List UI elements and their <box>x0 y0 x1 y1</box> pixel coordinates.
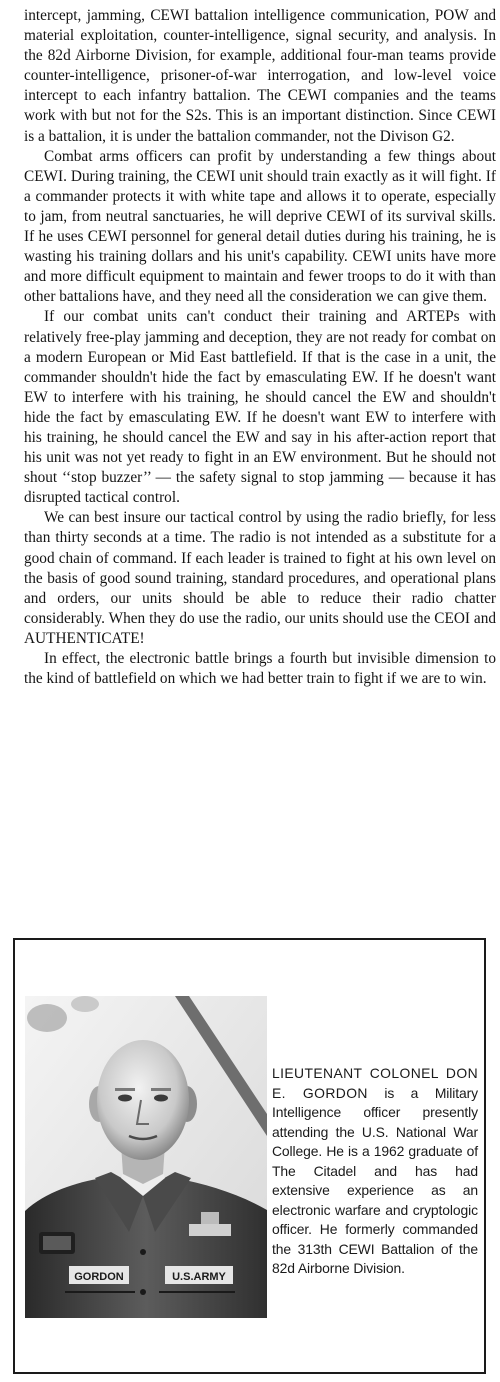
article-body <box>24 6 496 689</box>
author-bio-box <box>13 938 486 1374</box>
article-paragraph-2: Combat arms officers can profit by understanding a few things about CEWI. During training, the CEWI unit should train exactly as it will fight. If a commander protects it with white tape and allows it to operate, especially to jam, from neutral sanctuaries, he will deprive CEWI of its survival skills. If he uses CEWI personnel for general detail duties during his training, he is wasting his training dollars and his unit's capability. CEWI units have more and more difficult equipment to maintain and fewer troops to do it with than other battalions have, and they need all the consideration we can give them. <box>24 147 496 306</box>
author-description: is a Military Intelligence officer presently attending the U.S. National War College. He is a 1962 graduate of The Citadel and has had extensive experience as an electronic warfare and cryptologic officer. He formerly commanded the 313th CEWI Battalion of the 82d Airborne Division. <box>272 1084 479 1276</box>
service-tape-text: U.S.ARMY <box>172 1271 226 1283</box>
name-tape-text: GORDON <box>74 1271 124 1283</box>
article-paragraph-1: intercept, jamming, CEWI battalion intelligence communication, POW and material exploitation, counter-intelligence, signal security, and analysis. In the 82d Airborne Division, for example, additional four-man teams provide counter-intelligence, prisoner-of-war interrogation, and low-level voice intercept to each infantry battalion. The CEWI companies and the teams work with but not for the S2s. This is an important distinction. Since CEWI is a battalion, it is under the battalion commander, not the Divison G2. <box>24 7 496 145</box>
article-paragraph-3: If our combat units can't conduct their training and ARTEPs with relatively free-play jamming and deception, they are not ready for combat on a modern European or Mid East battlefield. If that is the case in a unit, the commander shouldn't hide the fact by emasculating EW. If he doesn't want EW to interfere with his training, he should cancel the EW and shouldn't hide the fact by emasculating EW. If he doesn't want EW to interfere with his training, he should cancel the EW and say in his after-action report that his unit was not yet ready to fight in an EW environment. But he should not shout ‘‘stop buzzer’’ — the safety signal to stop jamming — because it has disrupted tactical control. <box>24 308 496 507</box>
author-bio-text <box>272 1064 478 1279</box>
author-name: LIEUTENANT COLONEL DON E. GORDON <box>272 1065 478 1101</box>
author-photo <box>25 996 267 1318</box>
article-paragraph-4: We can best insure our tactical control by using the radio briefly, for less than thirty seconds at a time. The radio is not intended as a substitute for a good chain of command. If each leader is trained to fight at his own level on the basis of good sound training, standard procedures, and operational plans and orders, our units should be able to reduce their radio chatter considerably. When they do use the radio, our units should use the CEOI and AUTHENTICATE! <box>24 509 496 647</box>
article-paragraph-5: In effect, the electronic battle brings a fourth but invisible dimension to the kind of battlefield on which we had better train to fight if we are to win. <box>24 650 496 688</box>
